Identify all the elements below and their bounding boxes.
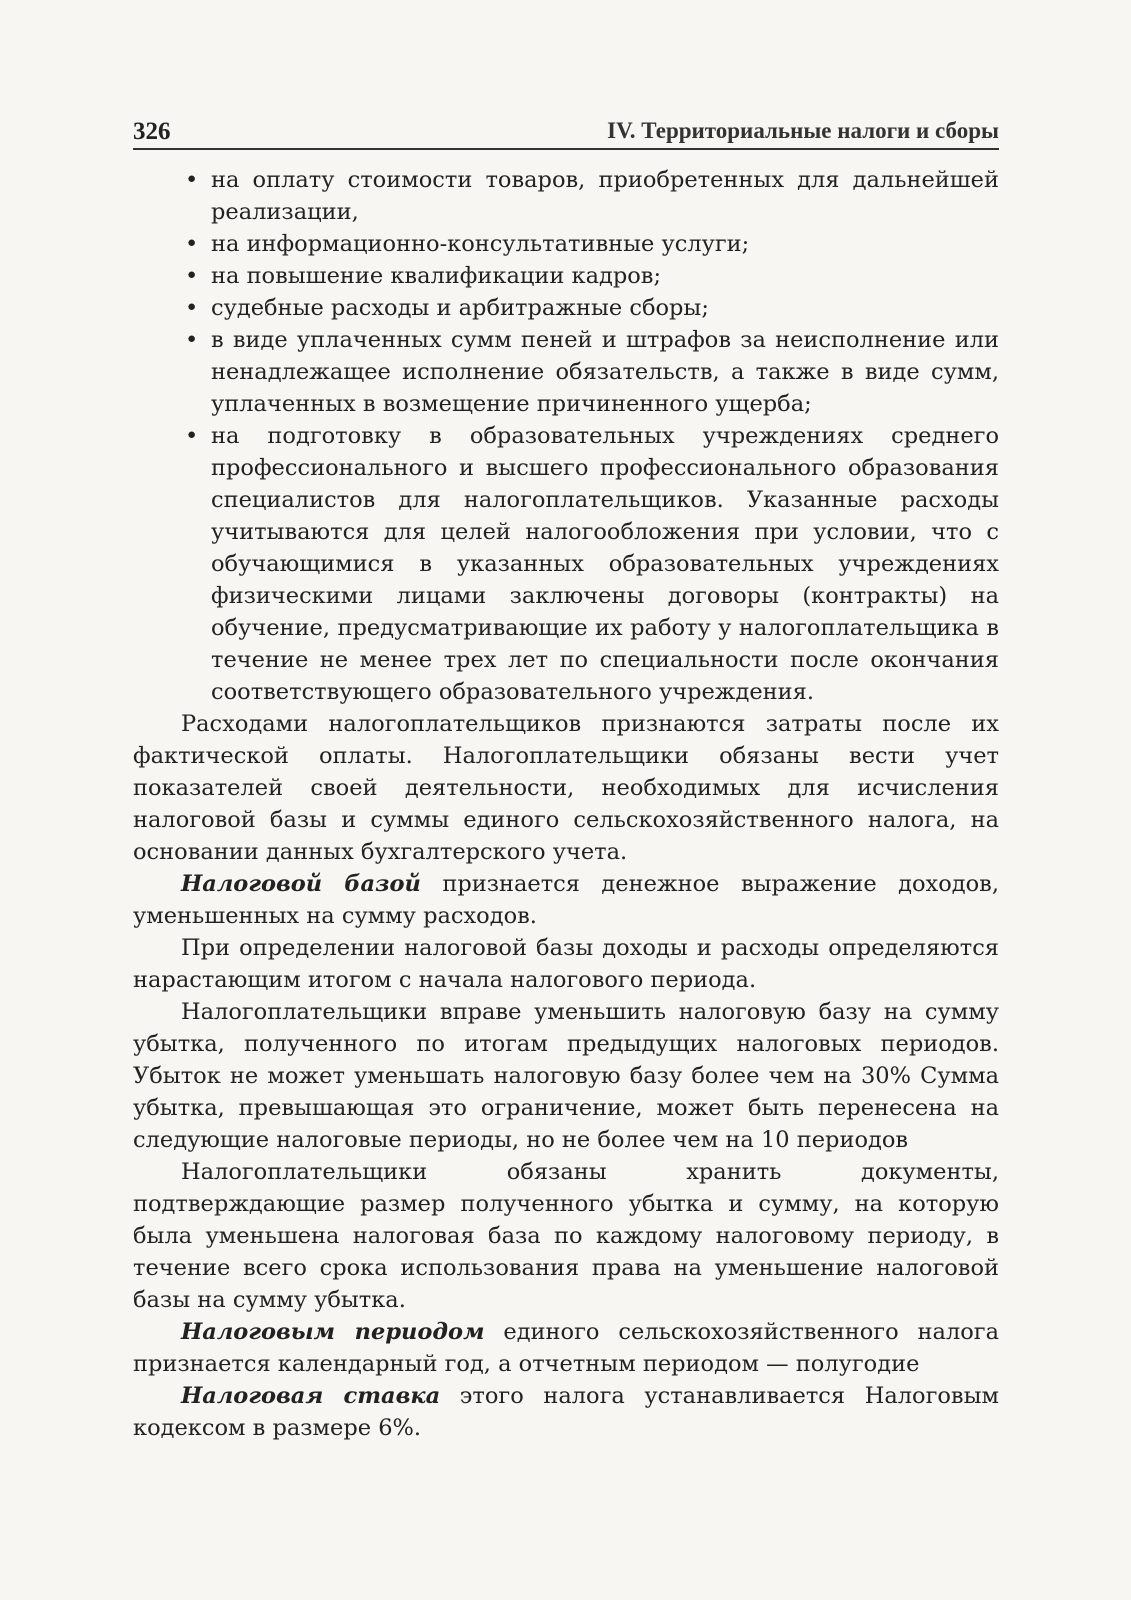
running-head: IV. Территориальные налоги и сборы <box>607 118 999 143</box>
paragraph-cumulative: При определении налоговой базы доходы и расходы определяются нарастающим итогом с начала налогового периода. <box>133 935 999 993</box>
list-item <box>133 292 999 324</box>
bullet-icon: • <box>185 423 199 449</box>
paragraph-expenses: Расходами налогоплательщиков признаются затраты после их фактической оплаты. Налогоплательщики обязаны вести учет показателей своей деятельности, необходимых для исчисления налоговой базы и суммы единого сельскохозяйственного налога, на основании данных бухгалтерского учета. <box>133 711 999 865</box>
paragraph-text: этого налога устанавливается Налоговым кодексом в размере 6%. <box>133 1383 999 1441</box>
page-header <box>133 112 999 150</box>
paragraph-tax-rate <box>133 1380 999 1444</box>
list-item-text: судебные расходы и арбитражные сборы; <box>211 295 709 321</box>
paragraph-loss: Налогоплательщики вправе уменьшить налоговую базу на сумму убытка, полученного по итогам предыдущих налоговых периодов. Убыток не может уменьшать налоговую базу более чем на 30% Сумма убытка, превышающая это ограничение, может быть перенесена на следующие налоговые периоды, но не более чем на 10 периодов <box>133 999 999 1153</box>
list-item-text: на подготовку в образовательных учреждениях среднего профессионального и высшего профессионального образования специалистов для налогоплательщиков. Указанные расходы учитываются для целей налогообложения при условии, что с обучающимися в указанных образовательных учреждениях физическими лицами заключены договоры (контракты) на обучение, предусматривающие их работу у налогоплательщика в течение не менее трех лет по специальности после окончания соответствующего образовательного учреждения. <box>211 423 999 705</box>
paragraph-text: признается денежное выражение доходов, уменьшенных на сумму расходов. <box>133 871 999 929</box>
list-item <box>133 260 999 292</box>
term-tax-rate: Налоговая ставка <box>181 1383 441 1409</box>
bullet-icon: • <box>185 263 199 289</box>
expense-list <box>133 164 999 708</box>
list-item <box>133 164 999 228</box>
list-item <box>133 420 999 708</box>
bullet-icon: • <box>185 231 199 257</box>
list-item <box>133 228 999 260</box>
bullet-icon: • <box>185 327 199 353</box>
list-item-text: в виде уплаченных сумм пеней и штрафов за неисполнение или ненадлежащее исполнение обязательств, а также в виде сумм, уплаченных в возмещение причиненного ущерба; <box>211 327 999 417</box>
paragraph-text: единого сельскохозяйственного налога признается календарный год, а отчетным периодом — полугодие <box>133 1319 1000 1377</box>
paragraph-tax-period <box>133 1316 999 1380</box>
term-tax-base: Налоговой базой <box>181 871 421 897</box>
list-item-text: на повышение квалификации кадров; <box>211 263 662 289</box>
bullet-icon: • <box>185 295 199 321</box>
paragraph-documents: Налогоплательщики обязаны хранить документы, подтверждающие размер полученного убытка и сумму, на которую была уменьшена налоговая база по каждому налоговому периоду, в течение всего срока использования права на уменьшение налоговой базы на сумму убытка. <box>133 1159 999 1313</box>
page-number: 326 <box>133 118 171 145</box>
page-body <box>133 164 999 1444</box>
paragraph-tax-base <box>133 868 999 932</box>
bullet-icon: • <box>185 167 199 193</box>
list-item <box>133 324 999 420</box>
list-item-text: на оплату стоимости товаров, приобретенных для дальнейшей реализации, <box>211 167 999 225</box>
term-tax-period: Налоговым периодом <box>181 1319 485 1345</box>
list-item-text: на информационно-консультативные услуги; <box>211 231 750 257</box>
